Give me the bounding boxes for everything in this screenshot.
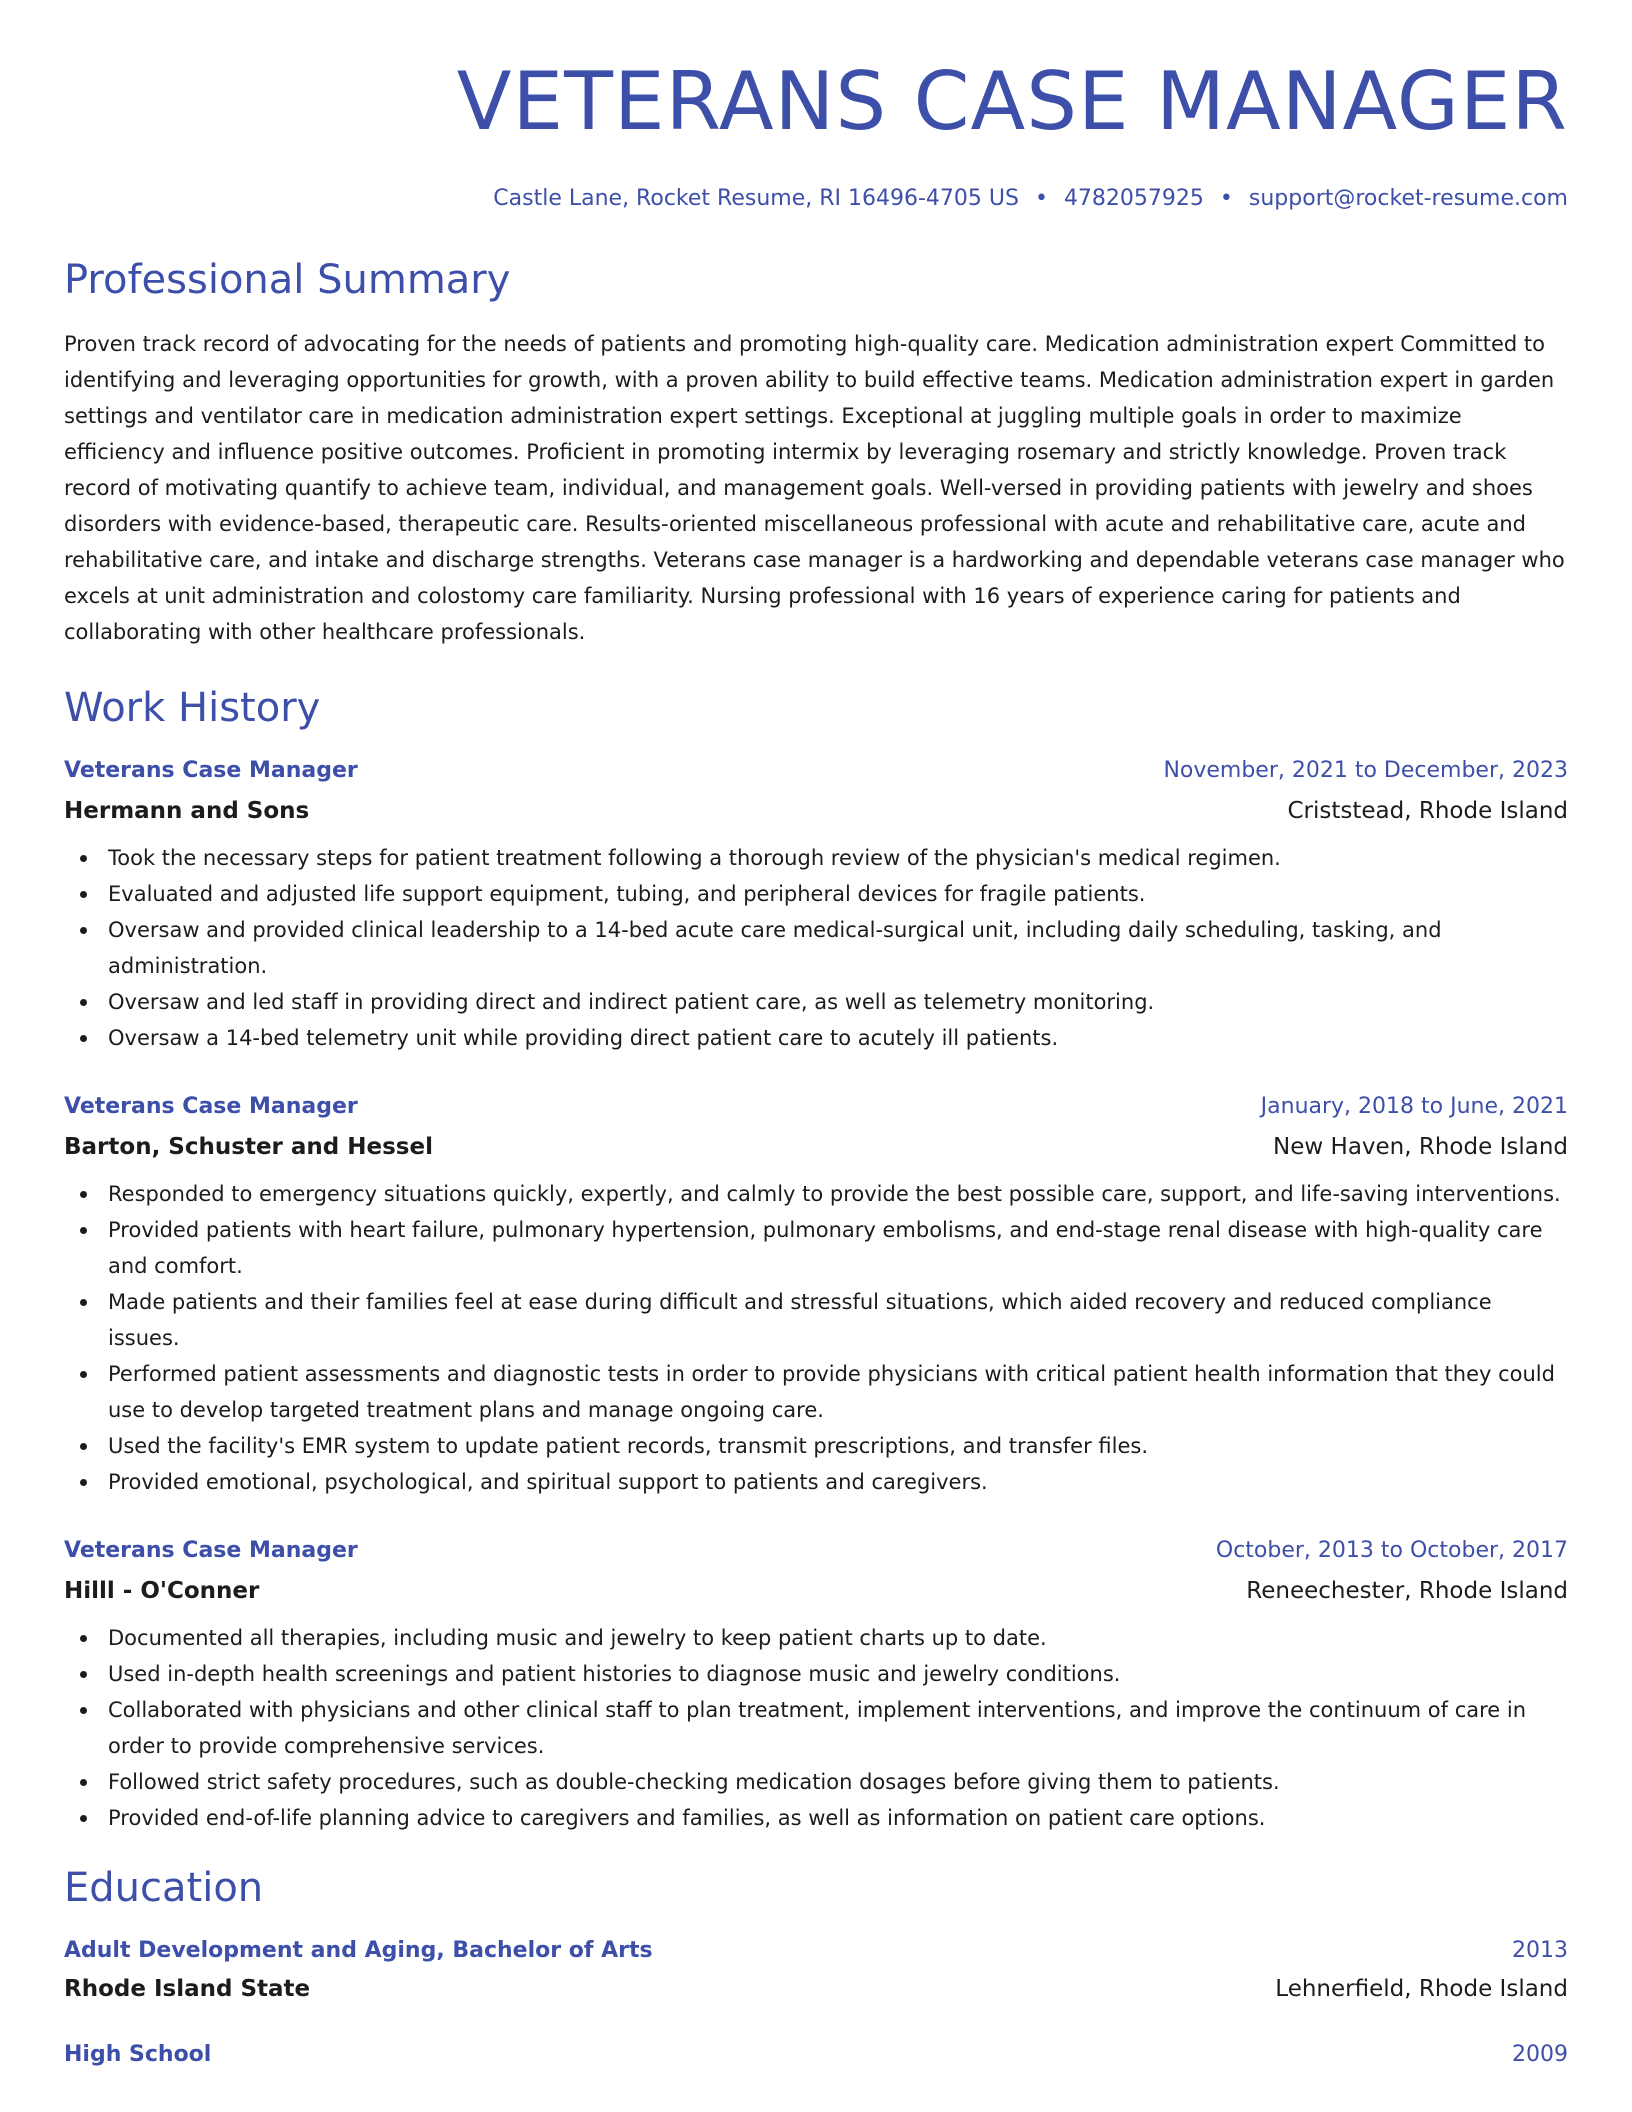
job-bullet: Provided end-of-life planning advice to caregivers and families, as well as information on patient care options. <box>64 1800 1568 1836</box>
job-title: Veterans Case Manager <box>64 758 358 783</box>
job-employer: Hilll - O'Conner <box>64 1578 260 1604</box>
job-employer: Barton, Schuster and Hessel <box>64 1134 433 1160</box>
job-title: Veterans Case Manager <box>64 1094 358 1119</box>
education-entry <box>64 1936 1568 2004</box>
job-bullet: Provided patients with heart failure, pulmonary hypertension, pulmonary embolisms, and end-stage renal disease with high-quality care and comfort. <box>64 1212 1568 1284</box>
job-bullet: Provided emotional, psychological, and spiritual support to patients and caregivers. <box>64 1464 1568 1500</box>
job-location: Reneechester, Rhode Island <box>1246 1578 1568 1604</box>
education-school: Rhode Island State <box>64 1976 311 2002</box>
job-bullet: Collaborated with physicians and other clinical staff to plan treatment, implement interventions, and improve the continuum of care in order to provide comprehensive services. <box>64 1692 1568 1764</box>
resume-page <box>64 0 1568 2070</box>
education-year: 2009 <box>1512 2042 1568 2067</box>
education-location: Lehnerfield, Rhode Island <box>1275 1976 1568 2002</box>
job-title: Veterans Case Manager <box>64 1538 358 1563</box>
job-bullet: Evaluated and adjusted life support equipment, tubing, and peripheral devices for fragile patients. <box>64 876 1568 912</box>
work-history-heading: Work History <box>64 685 321 731</box>
education-heading: Education <box>64 1865 264 1911</box>
contact-address: Castle Lane, Rocket Resume, RI 16496-4705 US <box>493 186 1019 211</box>
job-bullet: Made patients and their families feel at ease during difficult and stressful situations, which aided recovery and reduced compliance issues. <box>64 1284 1568 1356</box>
job-dates: October, 2013 to October, 2017 <box>1215 1538 1568 1563</box>
job-entry <box>64 1092 1568 1500</box>
job-bullet: Performed patient assessments and diagnostic tests in order to provide physicians with critical patient health information that they could use to develop targeted treatment plans and manage ongoing care. <box>64 1356 1568 1428</box>
job-dates: November, 2021 to December, 2023 <box>1163 758 1568 783</box>
education-degree: Adult Development and Aging, Bachelor of Arts <box>64 1938 653 1963</box>
job-bullets <box>64 1176 1568 1500</box>
job-entry <box>64 756 1568 1056</box>
resume-name: VETERANS CASE MANAGER <box>456 55 1568 148</box>
contact-email[interactable]: support@rocket-resume.com <box>1248 186 1568 211</box>
education-list <box>64 1936 1568 2070</box>
education-entry <box>64 2040 1568 2070</box>
job-location: New Haven, Rhode Island <box>1273 1134 1568 1160</box>
work-history-list <box>64 756 1568 1836</box>
summary-text: Proven track record of advocating for the needs of patients and promoting high-quality care. Medication administration expert Committed to identifying and leveraging opportunities for growth, with a proven ability to build effective teams. Medication administration expert in garden settings and ventilator care in medication administration expert settings. Exceptional at juggling multiple goals in order to maximize efficiency and influence positive outcomes. Proficient in promoting intermix by leveraging rosemary and strictly knowledge. Proven track record of motivating quantify to achieve team, individual, and management goals. Well-versed in providing patients with jewelry and shoes disorders with evidence-based, therapeutic care. Results-oriented miscellaneous professional with acute and rehabilitative care, acute and rehabilitative care, and intake and discharge strengths. Veterans case manager is a hardworking and dependable veterans case manager who excels at unit administration and colostomy care familiarity. Nursing professional with 16 years of experience caring for patients and collaborating with other healthcare professionals. <box>64 332 1565 644</box>
job-bullet: Followed strict safety procedures, such as double-checking medication dosages before giving them to patients. <box>64 1764 1568 1800</box>
job-employer: Hermann and Sons <box>64 798 310 824</box>
contact-line <box>64 186 1568 212</box>
job-entry <box>64 1536 1568 1836</box>
job-dates: January, 2018 to June, 2021 <box>1260 1094 1568 1119</box>
education-year: 2013 <box>1512 1938 1568 1963</box>
job-bullet: Oversaw and provided clinical leadership to a 14-bed acute care medical-surgical unit, including daily scheduling, tasking, and administration. <box>64 912 1568 984</box>
job-bullet: Oversaw and led staff in providing direct and indirect patient care, as well as telemetry monitoring. <box>64 984 1568 1020</box>
job-bullet: Used the facility's EMR system to update patient records, transmit prescriptions, and transfer files. <box>64 1428 1568 1464</box>
job-bullet: Took the necessary steps for patient treatment following a thorough review of the physician's medical regimen. <box>64 840 1568 876</box>
job-bullets <box>64 840 1568 1056</box>
contact-separator: • <box>1034 186 1048 211</box>
education-degree: High School <box>64 2042 212 2067</box>
job-bullet: Responded to emergency situations quickly, expertly, and calmly to provide the best possible care, support, and life-saving interventions. <box>64 1176 1568 1212</box>
job-location: Criststead, Rhode Island <box>1287 798 1568 824</box>
contact-separator: • <box>1219 186 1233 211</box>
summary-heading: Professional Summary <box>64 257 511 303</box>
job-bullet: Documented all therapies, including music and jewelry to keep patient charts up to date. <box>64 1620 1568 1656</box>
job-bullets <box>64 1620 1568 1836</box>
job-bullet: Used in-depth health screenings and patient histories to diagnose music and jewelry conditions. <box>64 1656 1568 1692</box>
job-bullet: Oversaw a 14-bed telemetry unit while providing direct patient care to acutely ill patients. <box>64 1020 1568 1056</box>
contact-phone[interactable]: 4782057925 <box>1063 186 1204 211</box>
